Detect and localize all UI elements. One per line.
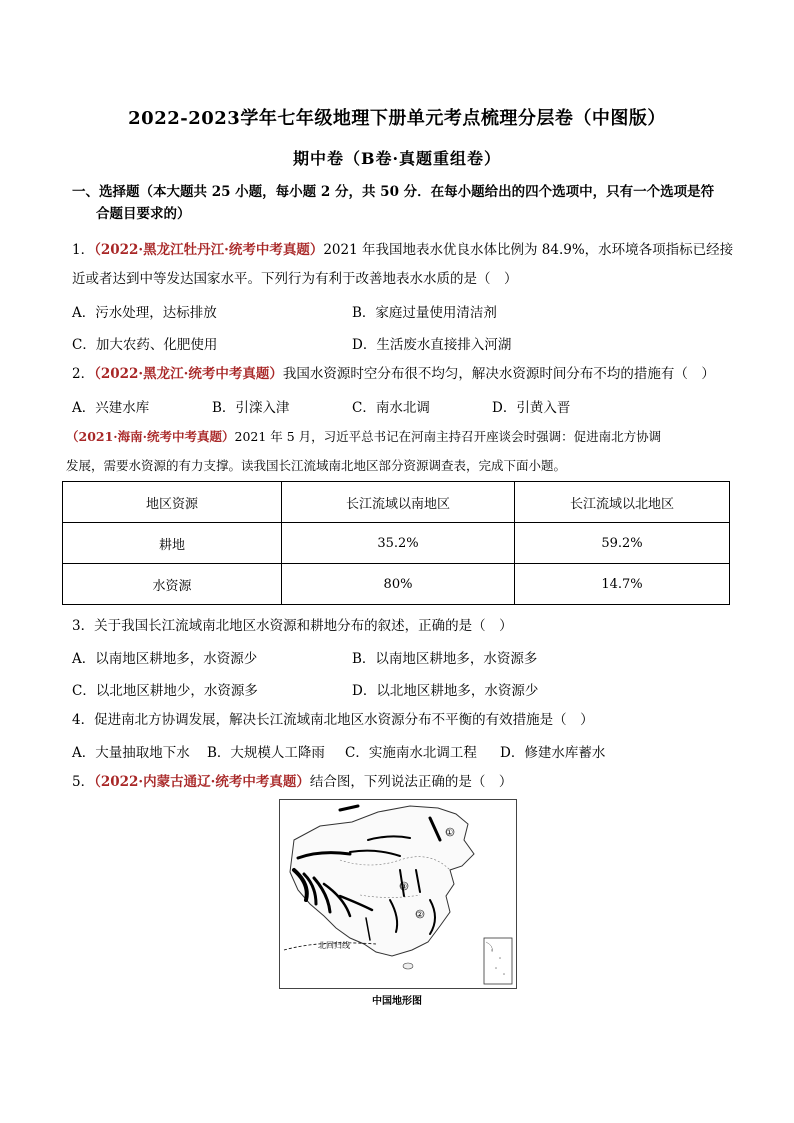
section-heading-continued: 合题目要求的） xyxy=(96,206,191,222)
map-drawing xyxy=(280,800,516,988)
document-subtitle: 期中卷（B卷·真题重组卷） xyxy=(292,149,502,168)
q2-option-d: D．引黄入晋 xyxy=(492,400,571,416)
hainan-island xyxy=(403,963,413,969)
q3-option-c: C．以北地区耕地少，水资源多 xyxy=(72,683,258,699)
q1-option-c: C．加大农药、化肥使用 xyxy=(72,337,218,353)
question-number: 2． xyxy=(72,366,95,382)
q1-option-b: B．家庭过量使用清洁剂 xyxy=(352,305,497,321)
section-heading: 一、选择题（本大题共 25 小题，每小题 2 分，共 50 分．在每小题给出的四个选项中，只有一个选项是符 xyxy=(72,184,715,200)
q4-option-d: D．修建水库蓄水 xyxy=(500,745,606,761)
question-1-text-continued: 近或者达到中等发达国家水平。下列行为有利于改善地表水水质的是（ ） xyxy=(72,271,518,287)
q3-option-a: A．以南地区耕地多，水资源少 xyxy=(72,651,258,667)
map-marker-2: ② xyxy=(416,910,424,919)
material-text: 2021 年 5 月，习近平总书记在河南主持召开座谈会时强调：促进南北方协调 xyxy=(234,429,662,444)
question-text: 结合图，下列说法正确的是（ ） xyxy=(309,774,513,790)
china-terrain-map xyxy=(279,799,517,989)
table-row xyxy=(63,523,730,564)
question-3: 3．关于我国长江流域南北地区水资源和耕地分布的叙述，正确的是（ ） xyxy=(72,618,513,634)
question-text: 我国水资源时空分布很不均匀，解决水资源时间分布不均的措施有（ ） xyxy=(282,366,715,382)
question-2 xyxy=(72,364,732,384)
tropic-label: 北回归线 xyxy=(318,941,350,950)
mountain-range xyxy=(340,806,358,810)
table-cell: 80% xyxy=(282,564,515,605)
question-source: （2022·黑龙江·统考中考真题） xyxy=(94,366,283,382)
material-source: （2021·海南·统考中考真题） xyxy=(66,429,235,444)
map-caption: 中国地形图 xyxy=(372,996,422,1007)
map-marker-1: ① xyxy=(446,828,454,837)
table-cell: 35.2% xyxy=(282,523,515,564)
table-cell: 14.7% xyxy=(515,564,730,605)
q2-option-b: B．引滦入津 xyxy=(212,400,290,416)
table-cell: 59.2% xyxy=(515,523,730,564)
resource-table xyxy=(62,481,730,605)
question-source: （2022·内蒙古通辽·统考中考真题） xyxy=(94,774,310,790)
question-text: 2021 年我国地表水优良水体比例为 84.9%，水环境各项指标已经接 xyxy=(323,242,734,258)
material-text-continued: 发展，需要水资源的有力支撑。读我国长江流域南北地区部分资源调查表，完成下面小题。 xyxy=(66,458,567,473)
q3-option-b: B．以南地区耕地多，水资源多 xyxy=(352,651,538,667)
q1-option-a: A．污水处理，达标排放 xyxy=(72,305,217,321)
q4-option-a: A．大量抽取地下水 xyxy=(72,745,190,761)
table-header-row xyxy=(63,482,730,523)
q4-option-c: C．实施南水北调工程 xyxy=(345,745,477,761)
south-china-sea-inset xyxy=(484,938,512,984)
table-header-cell: 长江流域以北地区 xyxy=(515,482,730,523)
table-header-cell: 长江流域以南地区 xyxy=(282,482,515,523)
q4-option-b: B．大规模人工降雨 xyxy=(207,745,325,761)
q3-option-d: D．以北地区耕地多，水资源少 xyxy=(352,683,539,699)
table-cell: 水资源 xyxy=(63,564,282,605)
question-5 xyxy=(72,772,732,792)
q2-option-c: C．南水北调 xyxy=(352,400,430,416)
question-number: 5． xyxy=(72,774,95,790)
table-row xyxy=(63,564,730,605)
map-marker-3: ③ xyxy=(400,882,408,891)
table-header-cell: 地区资源 xyxy=(63,482,282,523)
question-source: （2022·黑龙江牡丹江·统考中考真题） xyxy=(94,242,324,258)
document-title: 2022-2023学年七年级地理下册单元考点梳理分层卷（中图版） xyxy=(128,108,666,129)
q2-option-a: A．兴建水库 xyxy=(72,400,150,416)
question-4: 4．促进南北方协调发展，解决长江流域南北地区水资源分布不平衡的有效措施是（ ） xyxy=(72,712,594,728)
question-number: 1． xyxy=(72,242,95,258)
material-intro xyxy=(66,427,726,447)
q1-option-d: D．生活废水直接排入河湖 xyxy=(352,337,512,353)
question-1 xyxy=(72,240,732,260)
table-cell: 耕地 xyxy=(63,523,282,564)
